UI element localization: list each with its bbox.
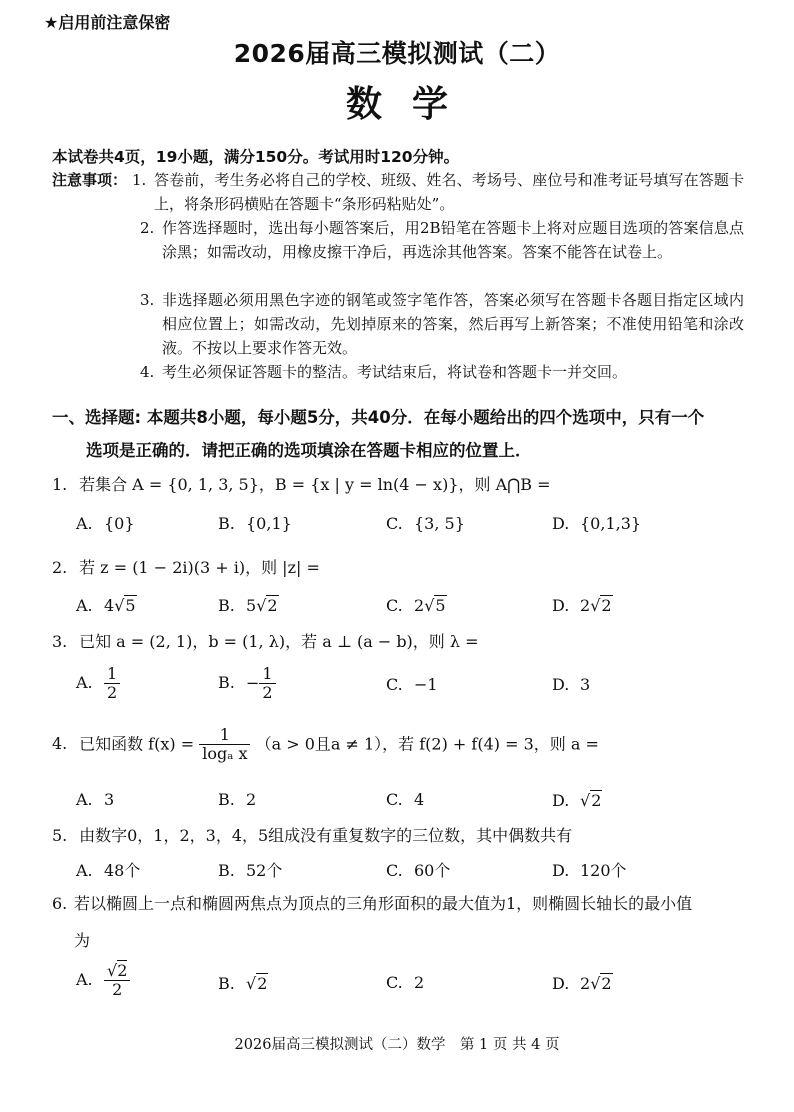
option-coef: 5 xyxy=(246,596,257,615)
radicand: 2 xyxy=(601,596,612,615)
question-text: 由数字0，1，2，3，4，5组成没有重复数字的三位数，其中偶数共有 xyxy=(79,826,573,845)
denominator: 2 xyxy=(107,683,118,703)
option xyxy=(76,514,135,533)
option xyxy=(218,595,279,615)
option-label: A. xyxy=(76,514,93,533)
exam-summary: 本试卷共4页，19小题，满分150分。考试用时120分钟。 xyxy=(52,148,460,166)
radicand: 2 xyxy=(267,596,278,615)
question-number: 1. xyxy=(52,475,68,494)
question-number: 2. xyxy=(52,558,68,577)
sqrt: √2 xyxy=(246,974,268,993)
option xyxy=(552,595,613,615)
question-6-stem xyxy=(52,891,742,951)
option-label: C. xyxy=(386,790,403,809)
option-text: 3 xyxy=(580,675,591,694)
section-heading-line1: 一、选择题: 本题共8小题，每小题5分，共40分．在每小题给出的四个选项中，只有一个 xyxy=(52,408,705,427)
option-text: 120个 xyxy=(580,861,627,880)
option-text: −1 xyxy=(414,675,438,694)
notice-item xyxy=(140,288,744,360)
section-heading xyxy=(52,401,742,467)
fraction xyxy=(104,962,130,1000)
option-label: D. xyxy=(552,861,570,880)
option-label: D. xyxy=(552,596,570,615)
notice-item-number: 1. xyxy=(132,171,147,189)
option-label: D. xyxy=(552,791,570,810)
option-label: A. xyxy=(76,673,93,693)
option xyxy=(552,675,590,694)
option-label: D. xyxy=(552,514,570,533)
denominator: 2 xyxy=(112,980,123,1000)
option xyxy=(218,790,256,809)
option-label: D. xyxy=(552,675,570,694)
question-2-stem xyxy=(52,555,320,578)
question-number: 6. xyxy=(52,894,68,913)
option xyxy=(218,973,268,993)
question-4-stem xyxy=(52,726,599,764)
option-coef: 2 xyxy=(414,596,425,615)
option-coef: 2 xyxy=(580,974,591,993)
question-5-stem xyxy=(52,823,572,846)
sqrt: √2 xyxy=(256,596,278,615)
notice-item xyxy=(140,216,744,288)
option xyxy=(386,514,465,533)
option-label: B. xyxy=(218,861,235,880)
option xyxy=(76,595,137,615)
option xyxy=(386,595,447,615)
option-label: B. xyxy=(218,790,235,809)
option xyxy=(552,790,602,810)
option xyxy=(552,973,613,993)
option-text: 48个 xyxy=(104,861,141,880)
notice-item-text: 非选择题必须用黑色字迹的钢笔或签字笔作答，答案必须写在答题卡各题目指定区域内相应位置上；如需改动，先划掉原来的答案，然后再写上新答案；不准使用铅笔和涂改液。不按以上要求作答无效。 xyxy=(162,291,744,357)
question-text-line2: 为 xyxy=(74,931,91,950)
radicand: 2 xyxy=(257,974,268,993)
option-label: A. xyxy=(76,790,93,809)
option-label: C. xyxy=(386,973,403,992)
option-text: 2 xyxy=(246,790,257,809)
notice-item-number: 3. xyxy=(140,291,155,309)
option-label: C. xyxy=(386,596,403,615)
denominator: 2 xyxy=(262,683,273,703)
question-number: 4. xyxy=(52,734,68,754)
notice-item-text: 答卷前，考生务必将自己的学校、班级、姓名、考场号、座位号和准考证号填写在答题卡上，将条形码横贴在答题卡“条形码粘贴处”。 xyxy=(154,171,744,213)
option xyxy=(76,790,114,809)
option-label: C. xyxy=(386,514,403,533)
fraction xyxy=(199,726,250,764)
fraction xyxy=(259,665,275,703)
question-text: 若以椭圆上一点和椭圆两焦点为顶点的三角形面积的最大值为1，则椭圆长轴长的最小值 xyxy=(74,894,693,913)
option-text: 4 xyxy=(414,790,425,809)
option-label: D. xyxy=(552,974,570,993)
numerator: 1 xyxy=(199,726,250,745)
section-heading-line2: 选项是正确的．请把正确的选项填涂在答题卡相应的位置上． xyxy=(86,441,532,460)
option xyxy=(218,858,282,881)
radicand: 2 xyxy=(601,974,612,993)
confidential-mark: ★启用前注意保密 xyxy=(44,13,171,32)
option-text: {0} xyxy=(104,514,135,533)
option-label: B. xyxy=(218,596,235,615)
option xyxy=(218,665,276,703)
option-coef: 2 xyxy=(580,596,591,615)
radicand: 2 xyxy=(591,791,602,810)
option-text: 52个 xyxy=(246,861,283,880)
question-3-stem xyxy=(52,629,479,652)
option xyxy=(76,858,140,881)
question-text: 若 z = (1 − 2i)(3 + i)，则 |z| = xyxy=(79,558,320,577)
option-text: 3 xyxy=(104,790,115,809)
option xyxy=(386,858,450,881)
denominator: logₐ x xyxy=(202,744,248,764)
option-label: B. xyxy=(218,514,235,533)
option xyxy=(218,514,292,533)
option-text: {3, 5} xyxy=(414,514,465,533)
numerator: 1 xyxy=(104,665,120,684)
option-coef: 4 xyxy=(104,596,115,615)
option-label: A. xyxy=(76,970,93,990)
option xyxy=(552,514,641,533)
question-text: 若集合 A = {0, 1, 3, 5}，B = {x | y = ln(4 − x)}，则 A⋂B = xyxy=(79,475,551,494)
question-number: 3. xyxy=(52,632,68,651)
fraction xyxy=(104,665,120,703)
page-footer: 2026届高三模拟测试（二）数学 第 1 页 共 4 页 xyxy=(234,1037,560,1053)
sqrt: √2 xyxy=(580,791,602,810)
question-text: 已知 a = (2, 1)，b = (1, λ)，若 a ⊥ (a − b)，则 λ = xyxy=(79,632,479,651)
radicand: 5 xyxy=(125,596,136,615)
numerator: 1 xyxy=(259,665,275,684)
option-text: {0,1,3} xyxy=(580,514,642,533)
subject-title: 数学 xyxy=(345,84,478,125)
sqrt: √5 xyxy=(114,596,136,615)
option xyxy=(76,962,130,1000)
notice-label: 注意事项： xyxy=(52,171,128,189)
question-text-pre: 已知函数 f(x) = xyxy=(79,734,195,754)
option xyxy=(386,790,424,809)
notice-item xyxy=(140,360,744,384)
radicand: 5 xyxy=(435,596,446,615)
sqrt: √2 xyxy=(590,596,612,615)
option-label: B. xyxy=(218,673,235,693)
sqrt: √5 xyxy=(424,596,446,615)
notice-item-text: 作答选择题时，选出每小题答案后，用2B铅笔在答题卡上将对应题目选项的答案信息点涂黑；如需改动，用橡皮擦干净后，再选涂其他答案。答案不能答在试卷上。 xyxy=(162,219,744,261)
option-text: {0,1} xyxy=(246,514,292,533)
question-number: 5. xyxy=(52,826,68,845)
option-label: A. xyxy=(76,596,93,615)
option-label: C. xyxy=(386,675,403,694)
option xyxy=(386,675,438,694)
exam-title: 2026届高三模拟测试（二） xyxy=(233,39,561,68)
question-text-post: （a > 0且a ≠ 1），若 f(2) + f(4) = 3，则 a = xyxy=(255,734,599,754)
notice-item-number: 2. xyxy=(140,219,155,237)
notice-item xyxy=(132,168,744,216)
option-label: B. xyxy=(218,974,235,993)
radicand: 2 xyxy=(117,961,128,980)
notice-item-number: 4. xyxy=(140,363,155,381)
numerator: √2 xyxy=(104,962,130,981)
option xyxy=(386,973,424,992)
sqrt: √2 xyxy=(590,974,612,993)
option-label: A. xyxy=(76,861,93,880)
option-text: 60个 xyxy=(414,861,451,880)
option-label: C. xyxy=(386,861,403,880)
option xyxy=(552,858,627,881)
option-text: 2 xyxy=(414,973,425,992)
question-1-stem xyxy=(52,472,551,495)
notice-item-text: 考生必须保证答题卡的整洁。考试结束后，将试卷和答题卡一并交回。 xyxy=(162,363,628,381)
option xyxy=(76,665,120,703)
option-sign: − xyxy=(246,673,260,693)
